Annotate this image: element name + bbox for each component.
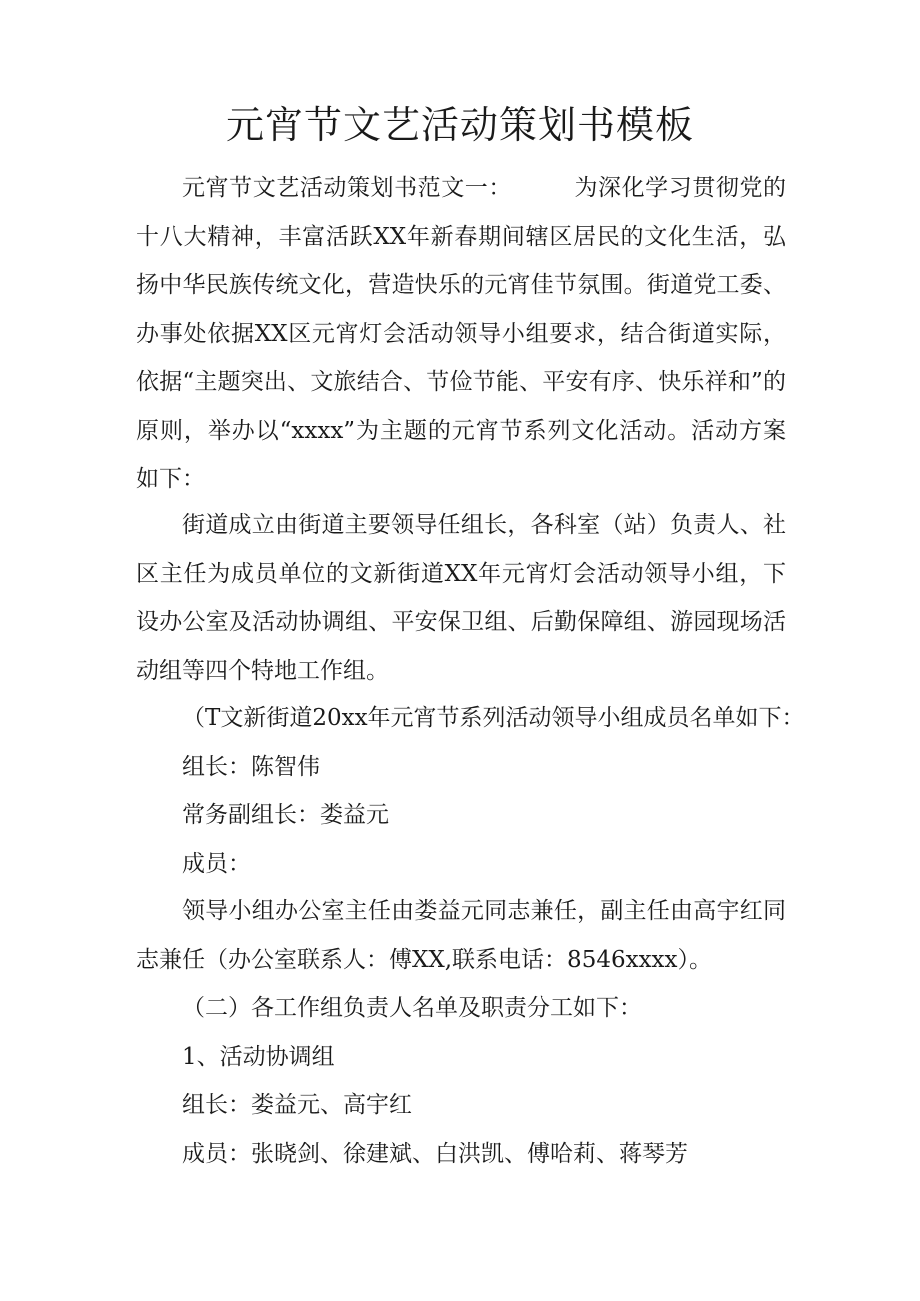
intro-lead-rest: 为深化学习贯彻党 bbox=[573, 175, 764, 201]
workgroup-heading: （二）各工作组负责人名单及职责分工如下： bbox=[182, 995, 642, 1021]
document-title: 元宵节文艺活动策划书模板 bbox=[225, 103, 694, 147]
paragraph-intro bbox=[136, 164, 786, 504]
paragraph-organization bbox=[136, 501, 786, 695]
workgroup-members: 成员：张晓剑、徐建斌、白洪凯、傅哈莉、蒋琴芳 bbox=[182, 1140, 688, 1167]
organization-text: 街道成立由街道主要领导任组长，各科室（站）负责人、社区主任为成员单位的文新街道XX年元宵灯会活动领导小组，下设办公室及活动协调组、平安保卫组、后勤保障组、游园现场活动组等四个特地工作组。 bbox=[136, 512, 786, 684]
workgroup-leaders: 组长：娄益元、高宇红 bbox=[182, 1092, 412, 1118]
member-list-heading: （T文新街道20xx年元宵节系列活动领导小组成员名单如下： bbox=[182, 705, 805, 731]
paragraph-office bbox=[136, 887, 786, 984]
workgroup-item-coordination: 1、活动协调组 bbox=[182, 1043, 335, 1070]
intro-text: 的十八大精神，丰富活跃XX年新春期间辖区居民的文化生活，弘扬中华民族传统文化，营造快乐的元宵佳节氛围。街道党工委、办事处依据XX区元宵灯会活动领导小组要求，结合街道实际，依据“主题突出、文旅结合、节俭节能、平安有序、快乐祥和”的原则，举办以“xxxx”为主题的元宵节系列文化活动。活动方案如下： bbox=[136, 175, 787, 492]
member-deputy: 常务副组长：娄益元 bbox=[182, 802, 389, 828]
member-members: 成员： bbox=[182, 850, 251, 877]
member-leader: 组长：陈智伟 bbox=[182, 753, 320, 780]
office-text: 领导小组办公室主任由娄益元同志兼任，副主任由高宇红同志兼任（办公室联系人：傅XX,联系电话：8546xxxx）。 bbox=[136, 898, 786, 973]
member-list bbox=[136, 694, 805, 888]
workgroup-list bbox=[136, 984, 786, 1178]
intro-lead: 元宵节文艺活动策划书范文一： bbox=[182, 175, 512, 201]
